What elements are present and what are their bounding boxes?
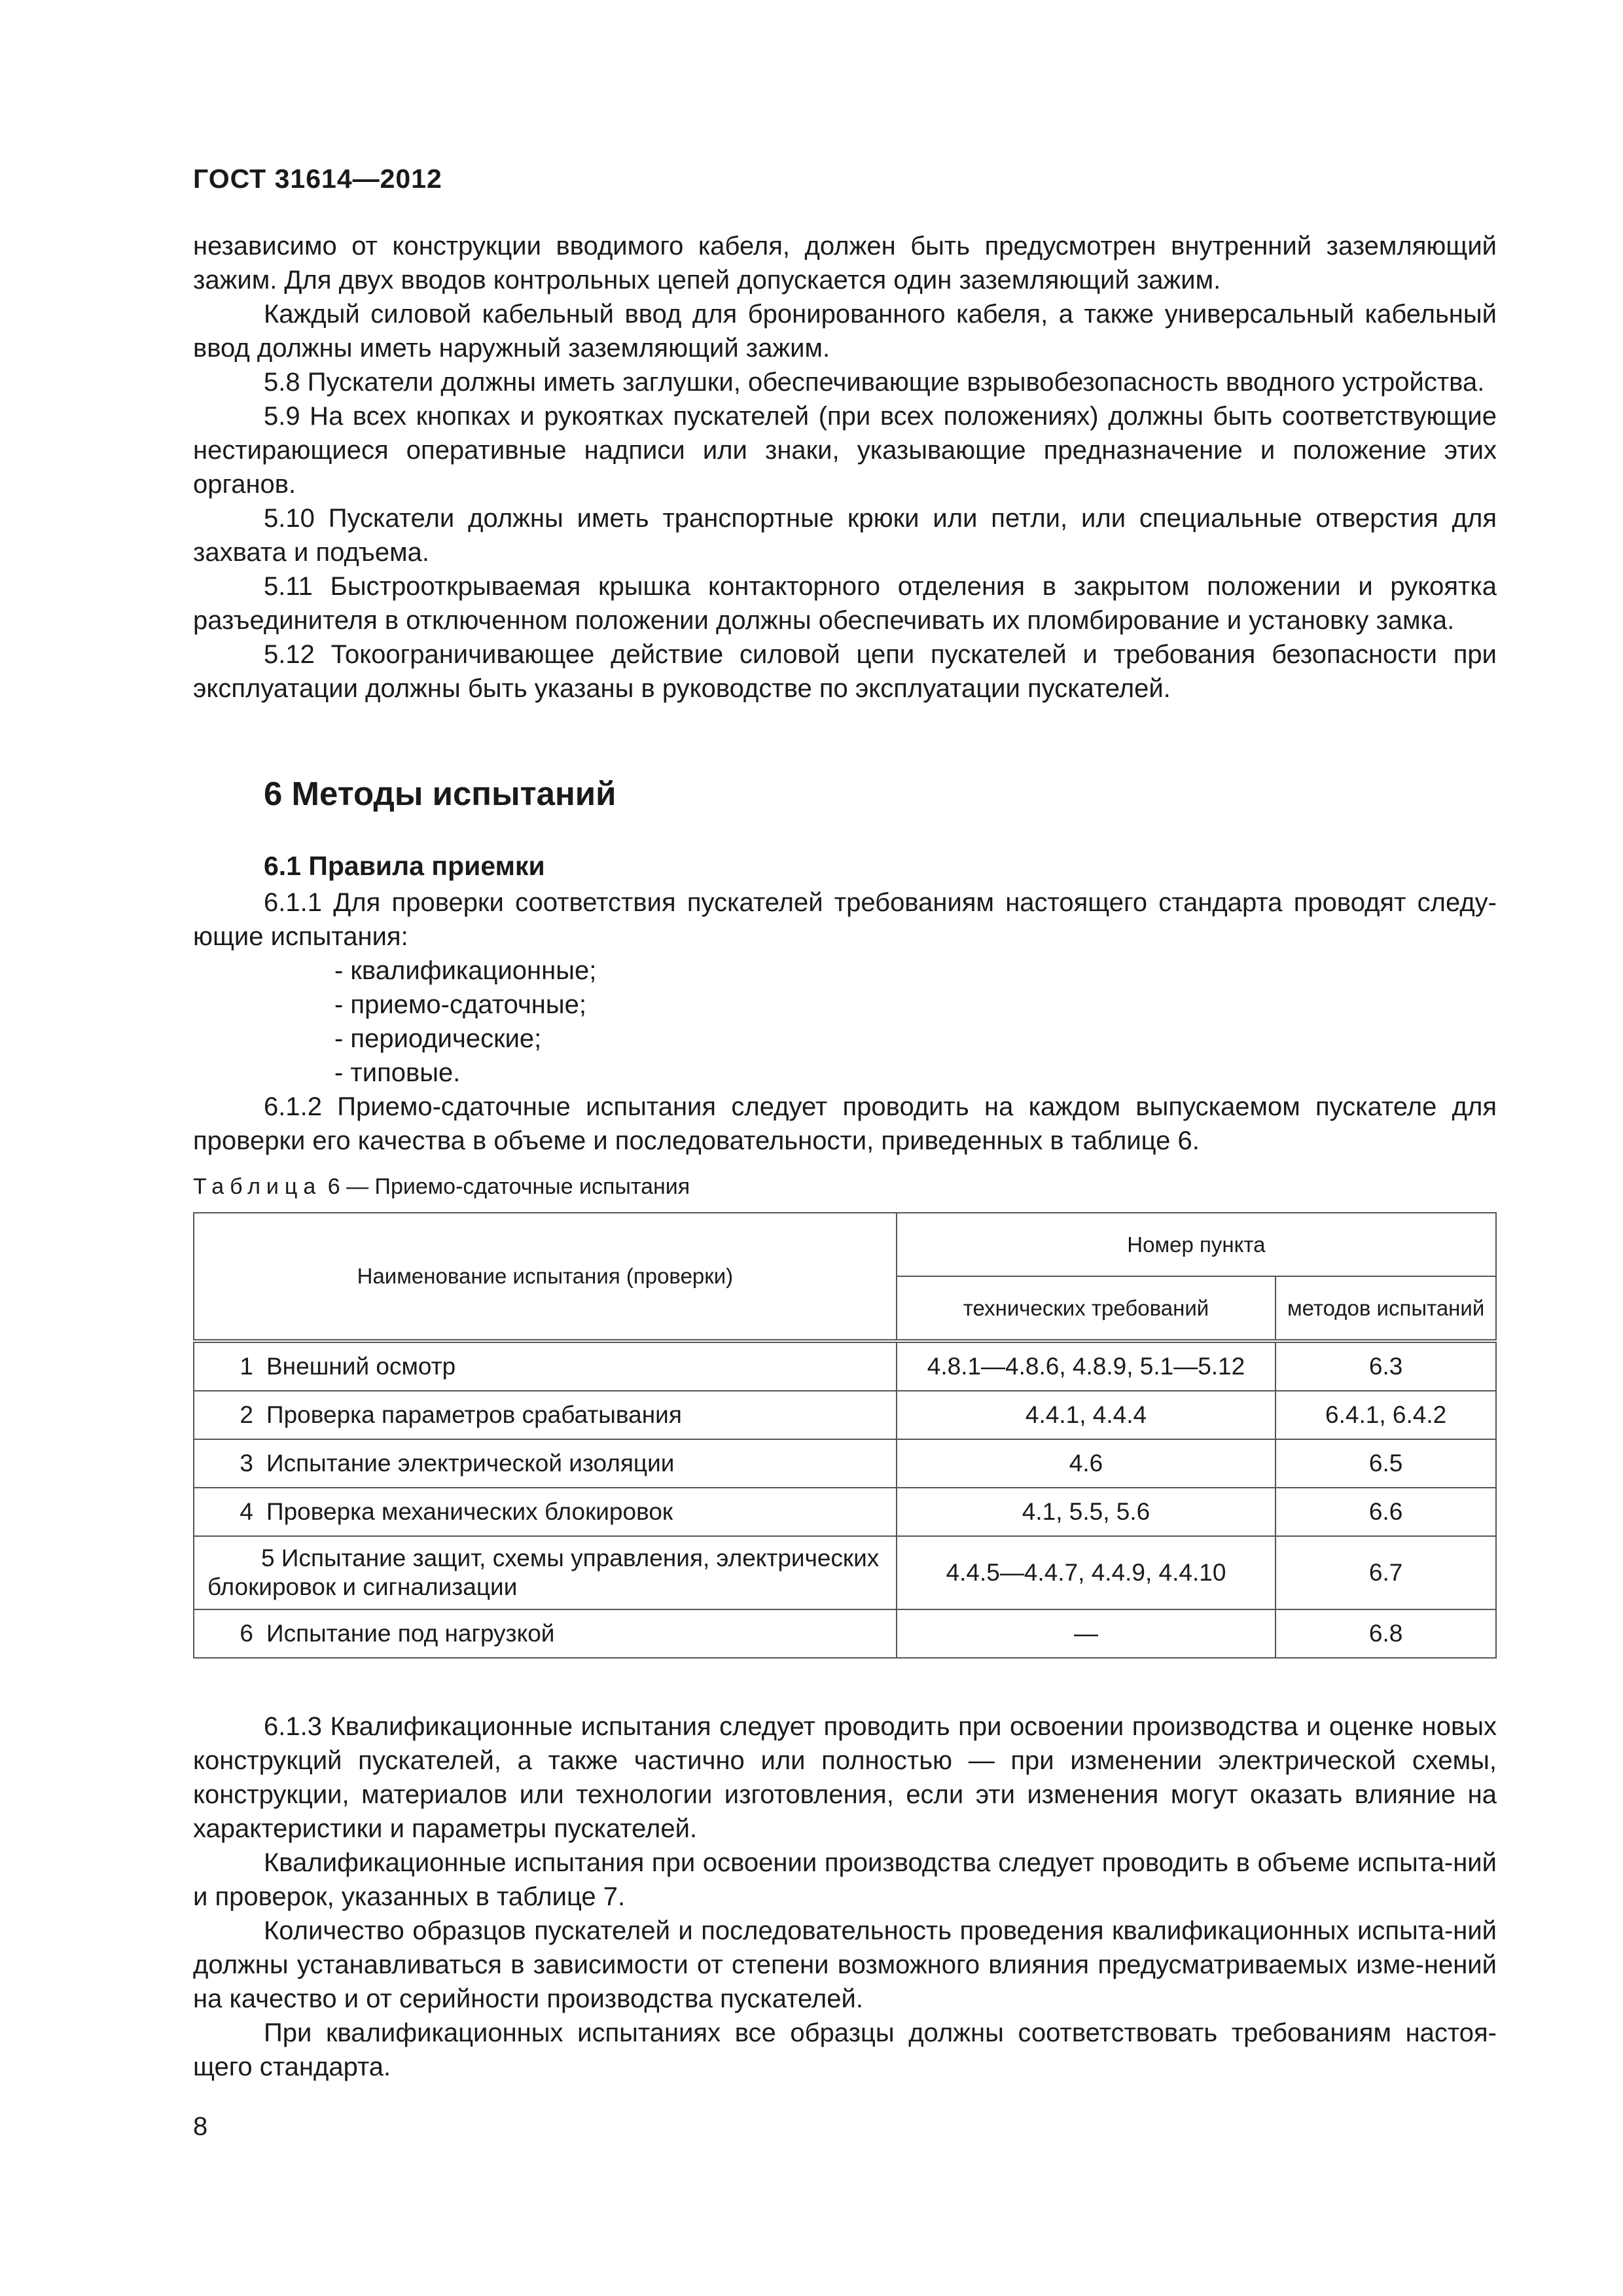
paragraph: При квалификационных испытаниях все образцы должны соответствовать требованиям настоя-щего стандарта. <box>193 2018 1497 2081</box>
tech-ref-cell: — <box>897 1609 1275 1658</box>
table-row <box>194 1609 1496 1658</box>
paragraph-5-9: 5.9 На всех кнопках и рукоятках пускателей (при всех положениях) должны быть соответствующие нестирающиеся оперативные надписи или знаки, указывающие предназначение и положение этих органов. <box>193 402 1497 499</box>
table-row <box>194 1488 1496 1536</box>
paragraph: Каждый силовой кабельный ввод для бронированного кабеля, а также универсальный кабельный ввод должны иметь наружный заземляющий зажим. <box>193 300 1497 363</box>
method-ref-cell: 6.3 <box>1275 1341 1496 1391</box>
column-header-name: Наименование испытания (проверки) <box>194 1213 897 1341</box>
qualification-tests <box>193 1710 1497 2084</box>
paragraph-5-12: 5.12 Токоограничивающее действие силовой цепи пускателей и требования безопасности при эксплуатации должны быть указаны в руководстве по эксплуатации пускателей. <box>193 640 1497 703</box>
tech-ref-cell: 4.1, 5.5, 5.6 <box>897 1488 1275 1536</box>
paragraph-6-1-3: 6.1.3 Квалификационные испытания следует проводить при освоении производства и оценке новых конструкций пускателей, а также частично или полностью — при изменении электрической схемы, конструкции, материалов или технологии изготовления, если эти изменения могут оказать влияние на характеристики и параметры пускателей. <box>193 1712 1497 1843</box>
list-item: - приемо-сдаточные; <box>334 990 586 1019</box>
subsection-title: 6.1 Правила приемки <box>264 851 545 881</box>
column-header-group: Номер пункта <box>897 1213 1496 1276</box>
list-item: - квалификационные; <box>334 956 597 985</box>
table-caption-title: 6 — Приемо-сдаточные испытания <box>321 1174 690 1199</box>
table-caption <box>193 1174 690 1200</box>
tech-ref-cell: 4.6 <box>897 1439 1275 1488</box>
paragraph-6-1-2: 6.1.2 Приемо-сдаточные испытания следует проводить на каждом выпускаемом пускателе для проверки его качества в объеме и последовательности, приведенных в таблице 6. <box>193 1092 1497 1155</box>
table-caption-prefix: Таблица <box>193 1174 322 1199</box>
test-name-cell: 6 Испытание под нагрузкой <box>194 1609 897 1658</box>
requirements-continued <box>193 229 1497 706</box>
method-ref-cell: 6.4.1, 6.4.2 <box>1275 1391 1496 1439</box>
method-ref-cell: 6.6 <box>1275 1488 1496 1536</box>
method-ref-cell: 6.5 <box>1275 1439 1496 1488</box>
column-header-tech: технических требований <box>897 1276 1275 1341</box>
document-code: ГОСТ 31614—2012 <box>193 164 442 194</box>
test-name-cell: 1 Внешний осмотр <box>194 1341 897 1391</box>
column-header-methods: методов испытаний <box>1275 1276 1496 1341</box>
method-ref-cell: 6.8 <box>1275 1609 1496 1658</box>
paragraph-5-11: 5.11 Быстрооткрываемая крышка контакторного отделения в закрытом положении и рукоятка разъединителя в отключенном положении должны обеспечивать их пломбирование и установку замка. <box>193 572 1497 635</box>
table-row <box>194 1439 1496 1488</box>
paragraph: Количество образцов пускателей и последовательность проведения квалификационных испыта-ний должны устанавливаться в зависимости от степени возможного влияния предусматриваемых изме-нений на качество и от серийности производства пускателей. <box>193 1916 1497 2013</box>
table-row <box>194 1341 1496 1391</box>
list-item: - типовые. <box>334 1058 461 1087</box>
test-name-cell: 4 Проверка механических блокировок <box>194 1488 897 1536</box>
paragraph-5-8: 5.8 Пускатели должны иметь заглушки, обеспечивающие взрывобезопасность вводного устройства. <box>264 368 1485 397</box>
test-name-cell: 3 Испытание электрической изоляции <box>194 1439 897 1488</box>
paragraph: независимо от конструкции вводимого кабеля, должен быть предусмотрен внутренний заземляющий зажим. Для двух вводов контрольных цепей допускается один заземляющий зажим. <box>193 232 1497 295</box>
list-item: - периодические; <box>334 1024 542 1053</box>
paragraph-6-1-1: 6.1.1 Для проверки соответствия пускателей требованиям настоящего стандарта проводят следу-ющие испытания: <box>193 888 1497 951</box>
page-number: 8 <box>193 2112 208 2141</box>
table-row <box>194 1391 1496 1439</box>
paragraph-5-10: 5.10 Пускатели должны иметь транспортные крюки или петли, или специальные отверстия для захвата и подъема. <box>193 504 1497 567</box>
test-name-cell: 5 Испытание защит, схемы управления, электрических блокировок и сигнализации <box>194 1536 897 1609</box>
section-title: 6 Методы испытаний <box>264 775 616 812</box>
paragraph: Квалификационные испытания при освоении производства следует проводить в объеме испыта-ний и проверок, указанных в таблице 7. <box>193 1848 1497 1911</box>
tech-ref-cell: 4.4.1, 4.4.4 <box>897 1391 1275 1439</box>
acceptance-rules <box>193 886 1497 1158</box>
tech-ref-cell: 4.8.1—4.8.6, 4.8.9, 5.1—5.12 <box>897 1341 1275 1391</box>
test-name-cell: 2 Проверка параметров срабатывания <box>194 1391 897 1439</box>
tech-ref-cell: 4.4.5—4.4.7, 4.4.9, 4.4.10 <box>897 1536 1275 1609</box>
table-row <box>194 1536 1496 1609</box>
acceptance-tests-table <box>193 1212 1497 1659</box>
method-ref-cell: 6.7 <box>1275 1536 1496 1609</box>
